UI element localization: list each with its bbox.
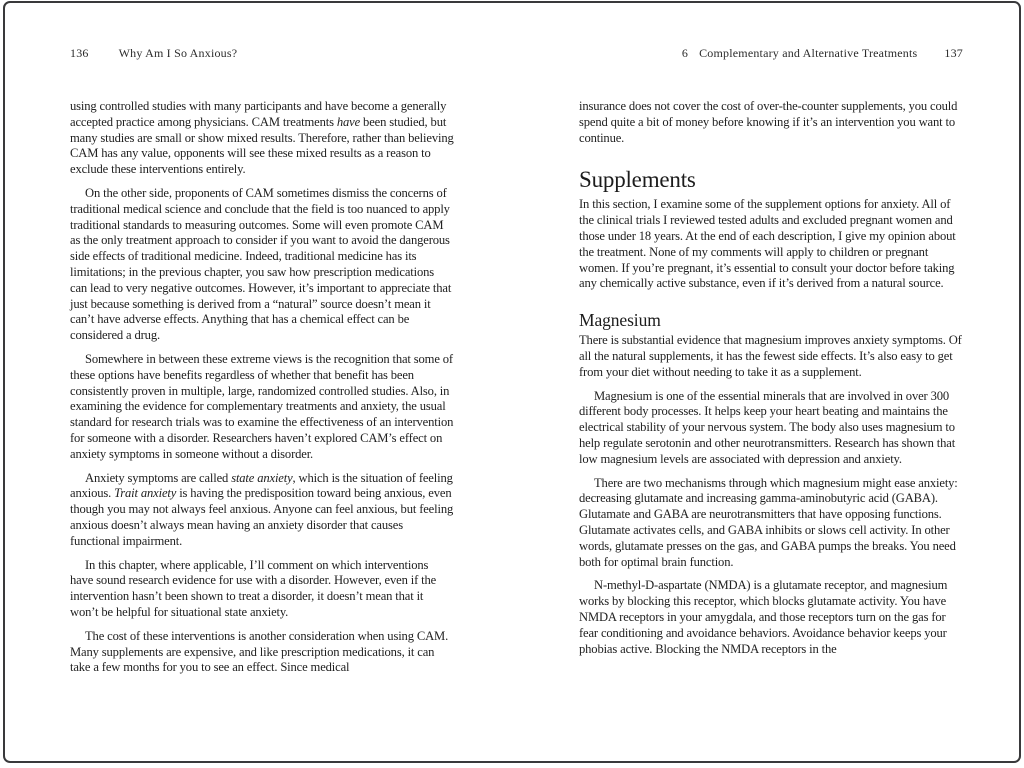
paragraph-text: , which is the situation of feeling anxious. bbox=[70, 470, 453, 501]
italic-text: have bbox=[336, 114, 361, 129]
left-page bbox=[70, 0, 454, 768]
chapter-title: Complementary and Alternative Treatments bbox=[699, 46, 918, 60]
paragraph: insurance does not cover the cost of over-the-counter supplements, you could spend quite a bit of money before knowing if it’s an intervention you want to continue. bbox=[579, 99, 958, 145]
paragraph: Magnesium is one of the essential minerals that are involved in over 300 different body processes. It helps keep your heart beating and maintains the electrical stability of your nervous system. The body also uses magnesium to help regulate serotonin and other neurotransmitters. Research has shown that low magnesium levels are associated with depression and anxiety. bbox=[579, 388, 956, 466]
subsection-heading-magnesium: Magnesium bbox=[579, 310, 661, 331]
left-running-head bbox=[70, 46, 454, 60]
left-page-number: 136 bbox=[70, 46, 89, 60]
paragraph-text: Anxiety symptoms are called bbox=[85, 470, 232, 485]
italic-text: state anxiety bbox=[231, 470, 293, 485]
paragraph-text: using controlled studies with many participants and have become a generally accepted practice among physicians. CAM treatments bbox=[70, 99, 447, 129]
paragraph-text: is having the predisposition toward being anxious, even though you may not always feel anxious. Anyone can feel anxious, but feeling anxious doesn’t always mean having an anxiety disorder that causes functional impairment. bbox=[70, 486, 454, 548]
paragraph: The cost of these interventions is another consideration when using CAM. Many supplements are expensive, and like prescription medications, it can take a few months for you to see an effect. Since medical bbox=[70, 628, 449, 675]
paragraph: On the other side, proponents of CAM sometimes dismiss the concerns of traditional medical science and conclude that the field is too nuanced to apply traditional standards to measuring outcomes. Some will even promote CAM as the only treatment approach to consider if you want to avoid the dangerous side effects of traditional medicine. Indeed, traditional medicine has its limitations; in the previous chapter, you saw how prescription medications can lead to very negative outcomes. However, it’s important to appreciate that just because something is derived from a “natural” source doesn’t mean it can’t have adverse effects. Anything that has a chemical effect can be considered a drug. bbox=[70, 185, 452, 343]
book-title: Why Am I So Anxious? bbox=[118, 46, 238, 60]
section-heading-supplements: Supplements bbox=[579, 167, 696, 193]
paragraph: In this section, I examine some of the supplement options for anxiety. All of the clinical trials I reviewed tested adults and excluded pregnant women and those under 18 years. At the end of each description, I give my opinion about the treatment. None of my comments will apply to children or pregnant women. If you’re pregnant, it’s essential to consult your doctor before taking any chemically active substance, even if it’s derived from a natural source. bbox=[579, 197, 956, 291]
paragraph-text: been studied, but many studies are small or show mixed results. Therefore, rather than believing CAM has any value, opponents will see these mixed results as a reason to exclude these interventions entirely. bbox=[70, 114, 454, 177]
paragraph: There is substantial evidence that magnesium improves anxiety symptoms. Of all the natural supplements, it has the fewest side effects. It’s also easy to get from your diet without needing to take it as a supplement. bbox=[579, 333, 962, 379]
right-page-number: 137 bbox=[944, 46, 963, 60]
left-page-body bbox=[70, 99, 454, 676]
right-page-body bbox=[579, 99, 963, 657]
paragraph: In this chapter, where applicable, I’ll comment on which interventions have sound research evidence for use with a disorder. However, even if the intervention hasn’t been shown to treat a disorder, it doesn’t mean that it won’t be helpful for situational state anxiety. bbox=[70, 557, 437, 619]
paragraph bbox=[70, 471, 454, 550]
right-running-head bbox=[579, 46, 963, 60]
paragraph: There are two mechanisms through which magnesium might ease anxiety: decreasing glutamate and increasing gamma-aminobutyric acid (GABA). Glutamate and GABA are neurotransmitters that have opposing functions. Glutamate activates cells, and GABA inhibits or slows cell activity. In other words, glutamate presses on the gas, and GABA pumps the breaks. You need both for optimal brain function. bbox=[579, 475, 958, 569]
paragraph: N-methyl-D-aspartate (NMDA) is a glutamate receptor, and magnesium works by blocking this receptor, which blocks glutamate activity. You have NMDA receptors in your amygdala, and those receptors turn on the gas for fear conditioning and avoidance behaviors. Avoidance behavior keeps your phobias active. Blocking the NMDA receptors in the bbox=[579, 578, 948, 656]
chapter-number: 6 bbox=[681, 46, 689, 60]
right-page bbox=[579, 0, 963, 768]
paragraph: Somewhere in between these extreme views is the recognition that some of these options have benefits regardless of whether that benefit has been consistently proven in multiple, large, randomized controlled studies. Also, in examining the evidence for complementary treatments and anxiety, the usual standard for research trials was to examine the effectiveness of an intervention for someone with a disorder. Researchers haven’t explored CAM’s effect on anxiety symptoms in someone without a disorder. bbox=[70, 351, 454, 461]
italic-text: Trait anxiety bbox=[114, 486, 177, 501]
paragraph bbox=[70, 99, 454, 178]
